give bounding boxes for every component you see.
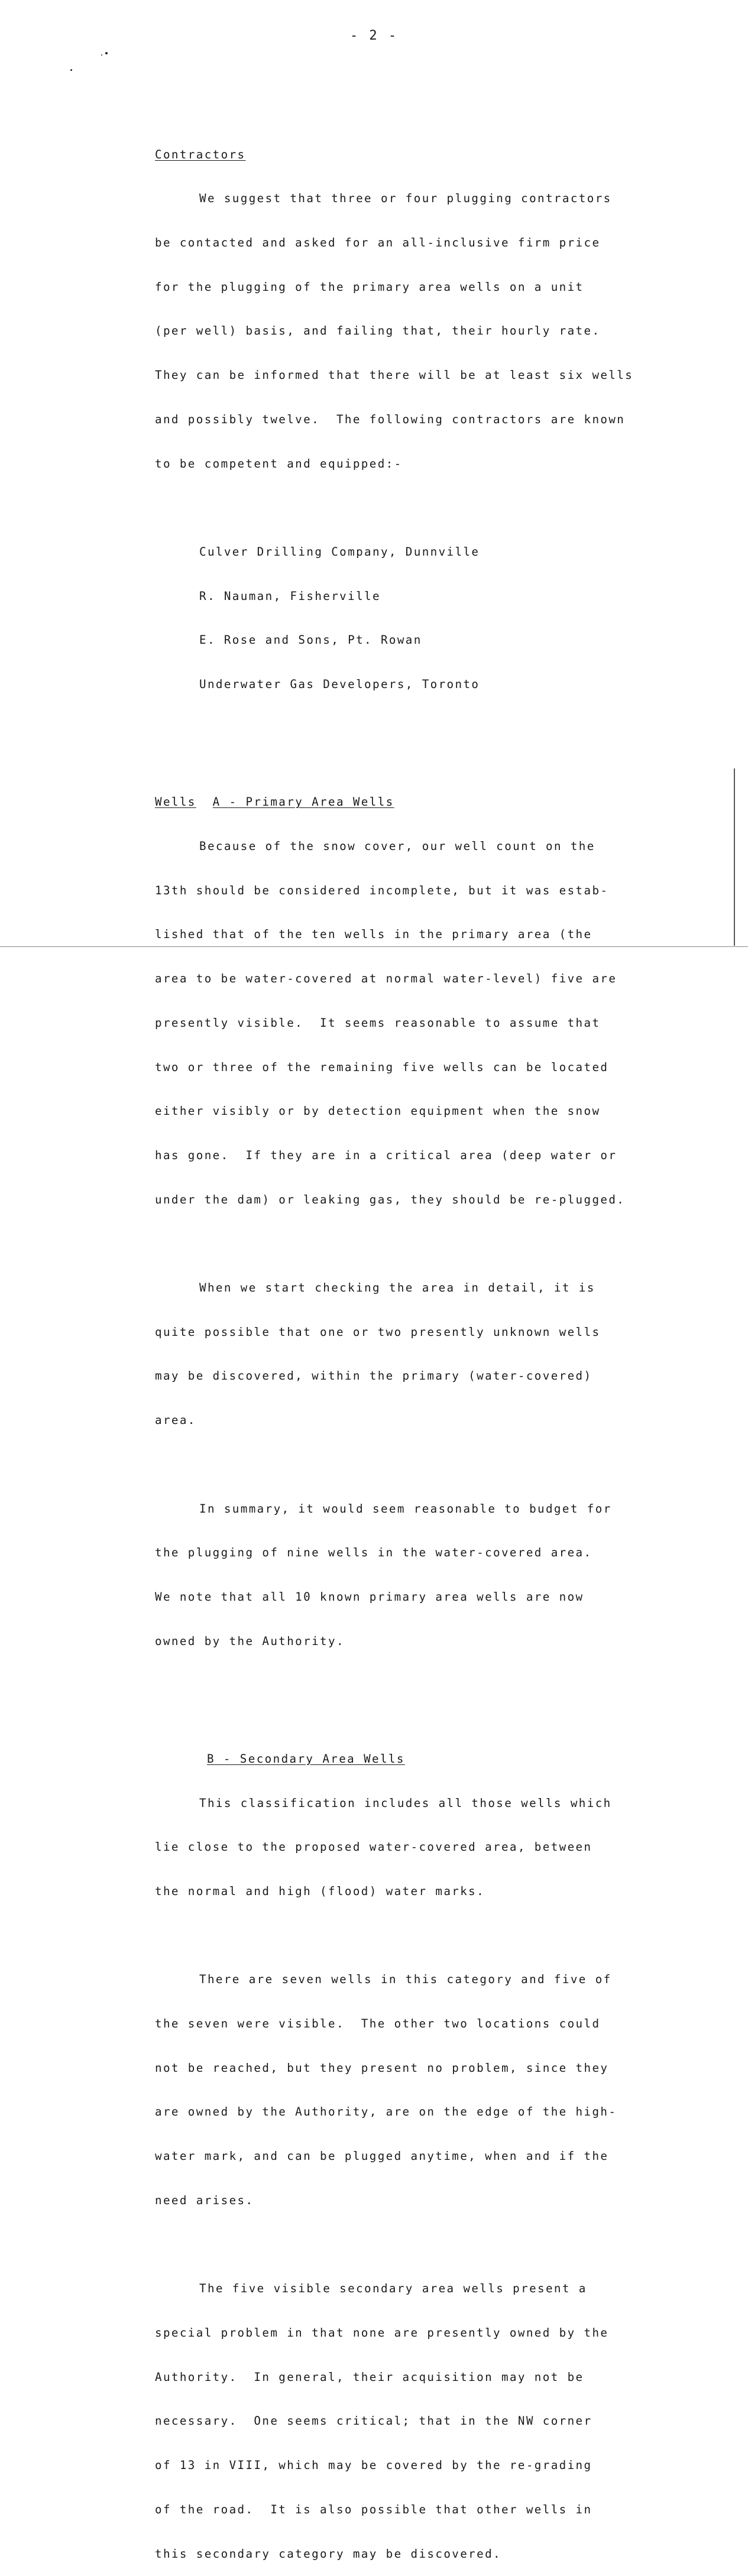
text-line: of 13 in VIII, which may be covered by the re-grading [155,2458,592,2473]
wells-heading-row [155,795,687,810]
text-line: to be competent and equipped:- [155,456,403,471]
secondary-area-heading: B - Secondary Area Wells [207,1751,405,1766]
text-line: and possibly twelve. The following contractors are known [155,412,626,426]
secondary-heading-row [155,1752,687,1767]
contractor-list-item: E. Rose and Sons, Pt. Rowan [199,633,422,647]
text-line: this secondary category may be discovered. [155,2546,501,2561]
text-line: In summary, it would seem reasonable to budget for [199,1501,612,1516]
text-line: lie close to the proposed water-covered area, between [155,1840,592,1854]
scan-speck [105,52,108,54]
text-line: water mark, and can be plugged anytime, when and if the [155,2149,609,2163]
text-line: We note that all 10 known primary area wells are now [155,1589,584,1604]
text-line: are owned by the Authority, are on the edge of the high- [155,2105,617,2119]
contractor-list-item: Culver Drilling Company, Dunnville [199,544,480,559]
scan-speck [101,54,102,56]
text-line: area to be water-covered at normal water-level) five are [155,972,617,986]
text-line: not be reached, but they present no problem, since they [155,2061,609,2075]
contractors-heading: Contractors [155,147,246,161]
page-number: - 2 - [349,28,399,43]
text-line: lished that of the ten wells in the primary area (the [155,927,592,942]
text-line: 13th should be considered incomplete, but it was estab- [155,883,609,897]
text-line: owned by the Authority. [155,1634,345,1648]
contractor-list-item: R. Nauman, Fisherville [199,589,381,603]
text-line: may be discovered, within the primary (water-covered) [155,1369,592,1383]
text-line: be contacted and asked for an all-inclusive firm price [155,236,601,250]
text-line: We suggest that three or four plugging contractors [199,192,612,206]
text-line: for the plugging of the primary area wells on a unit [155,280,584,294]
contractor-list-item: Underwater Gas Developers, Toronto [199,677,480,692]
text-line: the plugging of nine wells in the water-covered area. [155,1546,592,1560]
text-line: under the dam) or leaking gas, they should be re-plugged. [155,1192,626,1206]
text-line: has gone. If they are in a critical area (deep water or [155,1148,617,1162]
text-line: quite possible that one or two presently unknown wells [155,1325,601,1339]
page-edge-shadow [734,768,735,946]
letter-body [155,89,687,2576]
primary-area-heading: A - Primary Area Wells [212,795,394,809]
scan-speck [70,69,72,71]
text-line: the seven were visible. The other two locations could [155,2017,601,2031]
text-line: Authority. In general, their acquisition may not be [155,2370,584,2384]
wells-heading: Wells [155,795,196,809]
text-line: There are seven wells in this category and five of [199,1972,612,1987]
text-line: need arises. [155,2193,254,2207]
text-line: of the road. It is also possible that other wells in [155,2502,592,2516]
text-line: the normal and high (flood) water marks. [155,1884,485,1898]
text-line: The five visible secondary area wells present a [199,2282,587,2296]
text-line: They can be informed that there will be at least six wells [155,368,634,382]
text-line: Because of the snow cover, our well count on the [199,839,595,853]
text-line: When we start checking the area in detail, it is [199,1281,595,1295]
text-line: presently visible. It seems reasonable to assume that [155,1016,601,1030]
text-line: special problem in that none are presently owned by the [155,2326,609,2340]
text-line: This classification includes all those wells which [199,1796,612,1810]
text-line: two or three of the remaining five wells can be located [155,1060,609,1074]
text-line: area. [155,1413,196,1427]
text-line: either visibly or by detection equipment when the snow [155,1104,601,1118]
text-line: necessary. One seems critical; that in the NW corner [155,2414,592,2428]
page-edge-line [0,946,748,947]
text-line: (per well) basis, and failing that, their hourly rate. [155,324,601,338]
